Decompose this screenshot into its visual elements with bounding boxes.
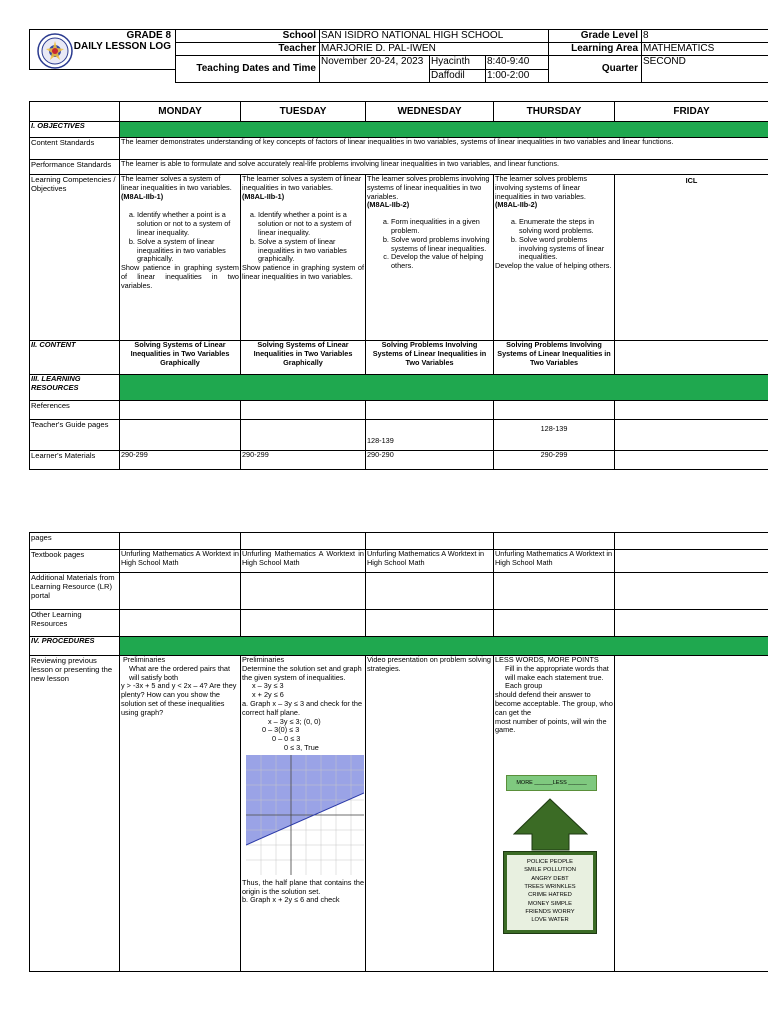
tue-comp-intro: The learner solves a system of linear inequalities in two variables. <box>242 174 362 192</box>
thu-comp-c: Develop the value of helping others. <box>495 261 612 271</box>
additional-materials-label: Additional Materials from Learning Resource (LR) portal <box>30 573 120 610</box>
quarter-label: Quarter <box>549 56 642 83</box>
content-monday: Solving Systems of Linear Inequalities in Two Variables Graphically <box>120 341 241 375</box>
day-wednesday: WEDNESDAY <box>366 102 494 122</box>
learning-resources-heading: III. LEARNING RESOURCES <box>30 375 120 401</box>
lm-thursday: 290-299 <box>494 451 615 470</box>
teacher-label: Teacher <box>176 43 320 56</box>
tue-review-b: b. Graph x + 2y ≤ 6 and check <box>242 895 340 905</box>
school-label: School <box>176 30 320 43</box>
tue-review-eq2: x + 2y ≤ 6 <box>252 690 284 700</box>
textbook-wednesday: Unfurling Mathematics A Worktext in High School Math <box>366 550 494 573</box>
thursday-competencies <box>494 175 615 341</box>
tue-comp-a: a. Identify whether a point is a solution or not to a system of linear inequality. <box>258 211 364 237</box>
teacher-value: MARJORIE D. PAL-IWEN <box>320 43 549 56</box>
word-bank-item: CRIME HATRED <box>528 892 572 899</box>
tue-review-eq1: x – 3y ≤ 3 <box>252 681 284 691</box>
header-table <box>29 29 768 83</box>
day-monday: MONDAY <box>120 102 241 122</box>
objectives-heading: I. OBJECTIVES <box>30 122 120 138</box>
content-thursday: Solving Problems Involving Systems of Linear Inequalities in Two Variables <box>494 341 615 375</box>
tue-review-title: Preliminaries <box>242 655 285 664</box>
references-label: References <box>30 401 120 420</box>
tue-comp-c: Show patience in graphing system of linear inequalities in two variables. <box>242 263 364 281</box>
half-plane-graph <box>246 755 364 875</box>
word-bank-item: MONEY SIMPLE <box>527 900 573 907</box>
tg-wednesday: 128-139 <box>366 420 494 451</box>
mon-comp-c: Show patience in graphing system of linear inequalities in two variables. <box>121 263 239 290</box>
lm-monday: 290-299 <box>120 451 241 470</box>
up-arrow-icon <box>513 798 588 851</box>
thu-comp-b: b. Solve word problems involving systems of linear inequalities. <box>519 236 613 262</box>
thu-review-body1: Fill in the appropriate words that will make each statement true. Each group <box>505 663 609 691</box>
day-thursday: THURSDAY <box>494 102 615 122</box>
grade-label: GRADE 8 <box>126 30 171 41</box>
more-less-figure <box>503 775 598 935</box>
grade-level-label: Grade Level <box>549 30 642 43</box>
tue-comp-b: b. Solve a system of linear inequalities in two variables graphically. <box>258 238 364 264</box>
dates-value: November 20-24, 2023 <box>320 56 430 83</box>
time-daffodil: 1:00-2:00 <box>486 70 549 83</box>
tue-comp-code: (M8AL-IIb-1) <box>242 191 285 201</box>
performance-standards-text: The learner is able to formulate and solve accurately real-life problems involving linear inequalities in two variables, and linear functions. <box>120 160 768 175</box>
wednesday-competencies <box>366 175 494 341</box>
tue-review-s4: 0 ≤ 3, True <box>284 742 319 752</box>
thu-comp-code: (M8AL-IIb-2) <box>495 200 538 210</box>
thu-comp-intro: The learner solves problems involving systems of linear inequalities in two variables. <box>495 174 588 201</box>
tue-review-s2: 0 – 3(0) ≤ 3 <box>262 725 300 735</box>
time-hyacinth: 8:40-9:40 <box>486 56 549 70</box>
content-standards-label: Content Standards <box>30 138 120 160</box>
wed-comp-code: (M8AL-IIb-2) <box>367 200 410 210</box>
learning-area-value: MATHEMATICS <box>642 43 768 56</box>
school-value: SAN ISIDRO NATIONAL HIGH SCHOOL <box>320 30 549 43</box>
wed-comp-c: c. Develop the value of helping others. <box>391 253 492 271</box>
textbook-label: Textbook pages <box>30 550 120 573</box>
section-hyacinth: Hyacinth <box>430 56 486 70</box>
tuesday-competencies <box>241 175 366 341</box>
friday-icl: ICL <box>615 175 768 341</box>
content-heading: II. CONTENT <box>30 341 120 375</box>
mon-comp-a: a. Identify whether a point is a solution or not to a system of linear inequality. <box>137 211 239 237</box>
reviewing-label: Reviewing previous lesson or presenting the new lesson <box>30 656 120 972</box>
lm-wednesday: 290-290 <box>366 451 494 470</box>
day-tuesday: TUESDAY <box>241 102 366 122</box>
mon-comp-code: (M8AL-IIb-1) <box>121 191 164 201</box>
log-title: DAILY LESSON LOG <box>73 41 171 52</box>
wed-comp-a: a. Form inequalities in a given problem. <box>391 218 492 236</box>
tue-review-s3: 0 – 0 ≤ 3 <box>272 734 301 744</box>
mon-review-title: Preliminaries <box>123 655 166 664</box>
textbook-monday: Unfurling Mathematics A Worktext in High School Math <box>120 550 241 573</box>
tue-review-thus: Thus, the half plane that contains the origin is the solution set. <box>242 877 364 896</box>
grade-level-value: 8 <box>642 30 768 43</box>
thursday-review <box>494 656 615 972</box>
day-friday: FRIDAY <box>615 102 768 122</box>
word-bank-item: TREES WRINKLES <box>524 884 576 891</box>
wed-comp-intro: The learner solves problems involving systems of linear inequalities in two variables. <box>367 174 490 201</box>
mon-review-line1: What are the ordered pairs that will satisfy both <box>129 663 230 682</box>
deped-seal-icon <box>37 33 73 69</box>
tue-review-a: a. Graph x – 3y ≤ 3 and check for the correct half plane. <box>242 698 363 717</box>
learners-materials-label: Learner's Materials <box>30 451 120 470</box>
thu-comp-a: a. Enumerate the steps in solving word problems. <box>519 218 613 236</box>
procedures-heading: IV. PROCEDURES <box>30 637 120 656</box>
word-bank-item: SMILE POLLUTION <box>524 867 576 874</box>
tue-review-s1: x – 3y ≤ 3; (0, 0) <box>268 716 321 726</box>
thu-review-body3: most number of points, will win the game. <box>495 716 607 735</box>
lm-tuesday: 290-299 <box>241 451 366 470</box>
monday-review <box>120 656 241 972</box>
pages-label: pages <box>30 533 120 550</box>
header-logo-cell <box>30 30 176 70</box>
tue-review-intro: Determine the solution set and graph the given system of inequalities. <box>242 663 362 682</box>
tuesday-review <box>241 656 366 972</box>
dates-label: Teaching Dates and Time <box>176 56 320 83</box>
word-bank-item: FRIENDS WORRY <box>525 908 575 915</box>
competencies-label: Learning Competencies / Objectives <box>30 175 120 341</box>
lesson-table-2 <box>29 532 768 972</box>
textbook-tuesday: Unfurling Mathematics A Worktext in High School Math <box>241 550 366 573</box>
thu-review-body2: should defend their answer to become acceptable. The group, who can get the <box>495 690 613 717</box>
wed-comp-b: b. Solve word problems involving systems of linear inequalities. <box>391 236 492 254</box>
word-bank-list <box>507 855 593 930</box>
monday-competencies <box>120 175 241 341</box>
mon-review-line2: y > -3x + 5 and y < 2x – 4? Are they plenty? How can you show the solution set of these inequalities using graph? <box>121 681 237 717</box>
mon-comp-intro: The learner solves a system of linear inequalities in two variables. <box>121 174 232 192</box>
word-bank-item: ANGRY DEBT <box>531 875 569 882</box>
learning-area-label: Learning Area <box>549 43 642 56</box>
section-daffodil: Daffodil <box>430 70 486 83</box>
thu-review-title: LESS WORDS, MORE POINTS <box>495 655 599 664</box>
tg-thursday: 128-139 <box>494 420 615 451</box>
lesson-table-1 <box>29 101 768 470</box>
content-wednesday: Solving Problems Involving Systems of Linear Inequalities in Two Variables <box>366 341 494 375</box>
content-standards-text: The learner demonstrates understanding of key concepts of factors of linear inequalities in two variables, systems of linear inequalities in two variables and linear functions. <box>120 138 768 160</box>
word-bank-item: LOVE WATER <box>531 917 569 924</box>
content-tuesday: Solving Systems of Linear Inequalities in Two Variables Graphically <box>241 341 366 375</box>
word-bank <box>503 851 597 934</box>
mon-comp-b: b. Solve a system of linear inequalities in two variables graphically. <box>137 238 239 264</box>
textbook-thursday: Unfurling Mathematics A Worktext in High School Math <box>494 550 615 573</box>
teachers-guide-label: Teacher's Guide pages <box>30 420 120 451</box>
performance-standards-label: Performance Standards <box>30 160 120 175</box>
other-resources-label: Other Learning Resources <box>30 610 120 637</box>
more-less-box: MORE ______LESS ______ <box>506 775 597 791</box>
quarter-value: SECOND <box>642 56 768 83</box>
wednesday-review: Video presentation on problem solving strategies. <box>366 656 494 972</box>
word-bank-item: POLICE PEOPLE <box>526 859 574 866</box>
